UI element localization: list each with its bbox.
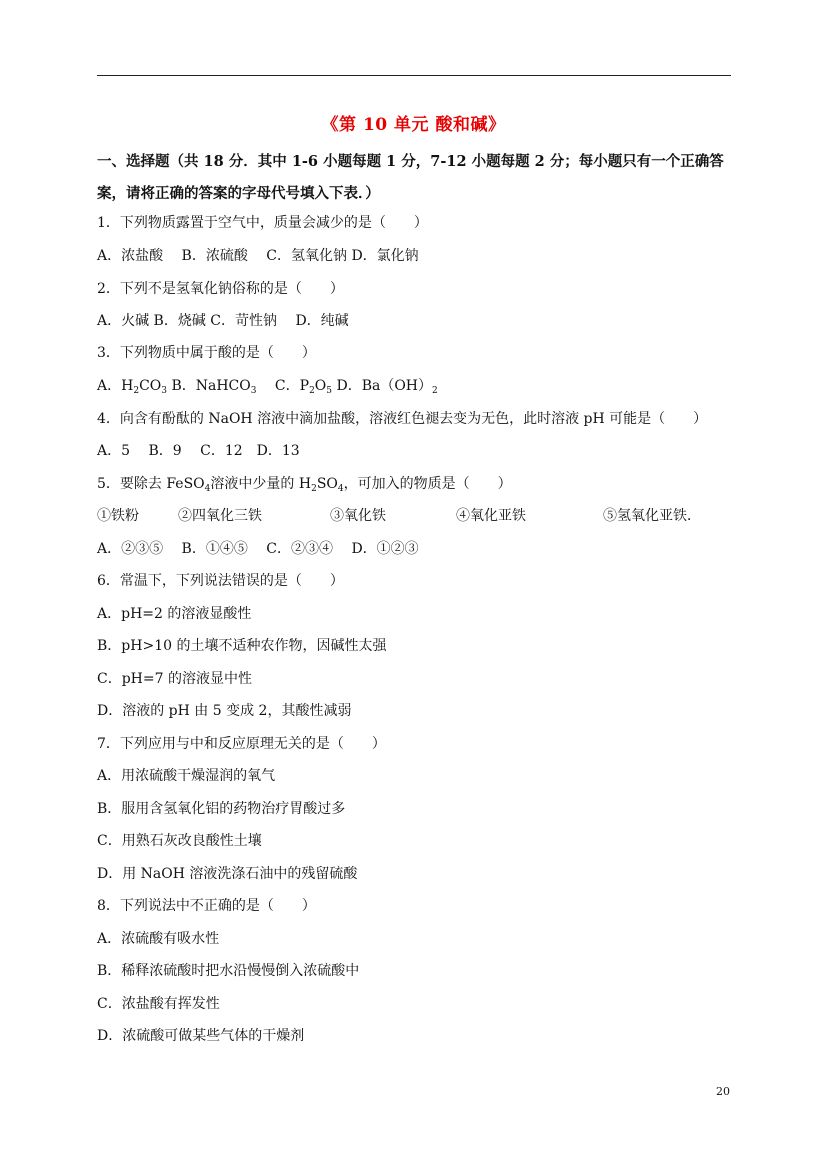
question-5-options: A．②③⑤ B．①④⑤ C．②③④ D．①②③ (97, 541, 419, 557)
question-1: 1．下列物质露置于空气中，质量会减少的是（ ） (97, 215, 428, 231)
question-6-option-b: B．pH>10 的土壤不适种农作物，因碱性太强 (97, 638, 387, 654)
question-5-item: ③氧化铁 (330, 508, 386, 524)
question-7-option-d: D．用 NaOH 溶液洗涤石油中的残留硫酸 (97, 866, 358, 882)
question-5-item: ②四氧化三铁 (178, 508, 262, 524)
question-7-option-a: A．用浓硫酸干燥湿润的氧气 (97, 768, 276, 784)
header-rule (97, 75, 731, 76)
question-8-option-a: A．浓硫酸有吸水性 (97, 931, 220, 947)
question-5-item: ⑤氢氧化亚铁． (603, 508, 701, 524)
question-3: 3．下列物质中属于酸的是（ ） (97, 345, 316, 361)
question-5-item: ①铁粉 (97, 508, 139, 524)
question-4-options: A．5 B．9 C．12 D．13 (97, 443, 300, 459)
question-4: 4．向含有酚酞的 NaOH 溶液中滴加盐酸，溶液红色褪去变为无色，此时溶液 pH 可能是（ ） (97, 411, 708, 427)
question-8-option-c: C．浓盐酸有挥发性 (97, 996, 220, 1012)
page-title: 《第 10 单元 酸和碱》 (321, 115, 506, 135)
question-1-options: A．浓盐酸 B．浓硫酸 C．氢氧化钠 D．氯化钠 (97, 248, 419, 264)
question-7-option-c: C．用熟石灰改良酸性土壤 (97, 833, 262, 849)
question-7: 7．下列应用与中和反应原理无关的是（ ） (97, 736, 386, 752)
question-6-option-d: D．溶液的 pH 由 5 变成 2，其酸性减弱 (97, 703, 352, 719)
question-5-item: ④氧化亚铁 (456, 508, 526, 524)
question-8-option-b: B．稀释浓硫酸时把水沿慢慢倒入浓硫酸中 (97, 963, 360, 979)
question-2: 2．下列不是氢氧化钠俗称的是（ ） (97, 281, 344, 297)
question-6-option-c: C．pH=7 的溶液显中性 (97, 671, 252, 687)
question-7-option-b: B．服用含氢氧化铝的药物治疗胃酸过多 (97, 801, 346, 817)
question-8: 8．下列说法中不正确的是（ ） (97, 898, 316, 914)
page-number: 20 (716, 1085, 730, 1098)
question-5: 5．要除去 FeSO$_4$溶液中少量的 $H_2SO_4$，可加入的物质是（ ） (97, 476, 512, 494)
question-2-options: A．火碱 B．烧碱 C．苛性钠 D．纯碱 (97, 313, 349, 329)
question-6-option-a: A．pH=2 的溶液显酸性 (97, 606, 252, 622)
question-3-options: A．$H_2CO_3$ B．NaHCO$_3$ C．$P_2O_5$ D．$Ba(OH)_2$ (97, 378, 438, 396)
question-8-option-d: D．浓硫酸可做某些气体的干燥剂 (97, 1028, 305, 1044)
question-6: 6．常温下，下列说法错误的是（ ） (97, 573, 344, 589)
section-heading: 一、选择题（共 18 分．其中 1-6 小题每题 1 分，7-12 小题每题 2 分；每小题只有一个正确答案，请将正确的答案的字母代号填入下表．） (97, 153, 724, 202)
